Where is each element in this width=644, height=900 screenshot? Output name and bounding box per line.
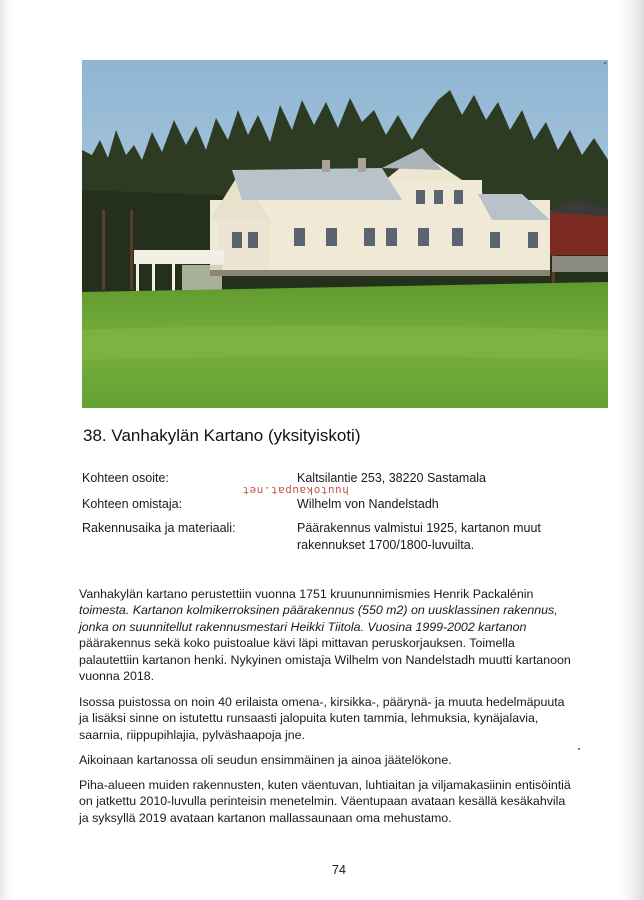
body-line: ja lisäksi sinne on istutettu runsaasti jalopuita kuten tammia, lehmuksia, kynäjalavia, xyxy=(79,711,539,726)
address-label: Kohteen osoite: xyxy=(82,471,169,485)
entry-name: Vanhakylän Kartano (yksityiskoti) xyxy=(111,426,361,445)
body-line: Aikoinaan kartanossa oli seudun ensimmäinen ja ainoa jäätelökone. xyxy=(79,753,452,767)
body-line: vuonna 2018. xyxy=(79,669,155,684)
scan-speck xyxy=(578,748,580,750)
paragraph-icecream xyxy=(79,752,609,768)
body-line: päärakennus sekä koko puistoalue kävi läpi mittavan peruskorjauksen. Toimella xyxy=(79,636,515,651)
paragraph-park xyxy=(79,694,609,743)
entry-title xyxy=(83,426,361,446)
address-value: Kaltsilantie 253, 38220 Sastamala xyxy=(297,471,487,485)
body-line: toimesta. Kartanon kolmikerroksinen päärakennus (550 m2) on uusklassinen rakennus, xyxy=(79,603,558,618)
built-value-line: rakennukset 1700/1800-luvuilta. xyxy=(297,538,475,552)
body-line: ja syksyllä 2019 avataan kartanon mallassaunaan oma mehustamo. xyxy=(79,810,452,825)
watermark-stamp: huutokaupat.net xyxy=(242,484,349,497)
body-line: Piha-alueen muiden rakennusten, kuten väentuvan, luhtiaitan ja viljamakasiinin entisöintiä xyxy=(79,778,571,792)
page-number: 74 xyxy=(332,863,346,877)
entry-number: 38. xyxy=(83,426,107,445)
paragraph-buildings xyxy=(79,777,609,826)
body-line: saarnia, riippupihlajia, pylväshaapoja jne. xyxy=(79,727,305,742)
built-label: Rakennusaika ja materiaali: xyxy=(82,521,236,535)
manor-photo-illustration xyxy=(82,60,608,408)
owner-label: Kohteen omistaja: xyxy=(82,497,183,511)
manor-photo xyxy=(82,60,608,408)
body-line: Vanhakylän kartano perustettiin vuonna 1751 kruununnimismies Henrik Packalénin xyxy=(79,587,534,601)
paragraph-history xyxy=(79,586,609,684)
body-line: Isossa puistossa on noin 40 erilaista omena-, kirsikka-, päärynä- ja muuta hedelmäpuuta xyxy=(79,695,565,709)
body-line: jonka on suunnitellut rakennusmestari Heikki Tiitola. Vuosina 1999-2002 kartanon xyxy=(79,619,527,634)
built-value-line: Päärakennus valmistui 1925, kartanon muut xyxy=(297,521,541,535)
owner-value: Wilhelm von Nandelstadh xyxy=(297,497,439,511)
body-line: on jatkettu 2010-luvulla perinteisin menetelmin. Väentupaan avataan kesällä kesäkahvila xyxy=(79,794,566,809)
body-line: palautettiin kartanon henki. Nykyinen omistaja Wilhelm von Nandelstadh muutti kartanoon xyxy=(79,652,571,667)
built-value xyxy=(297,520,587,554)
scan-speck xyxy=(604,62,606,64)
